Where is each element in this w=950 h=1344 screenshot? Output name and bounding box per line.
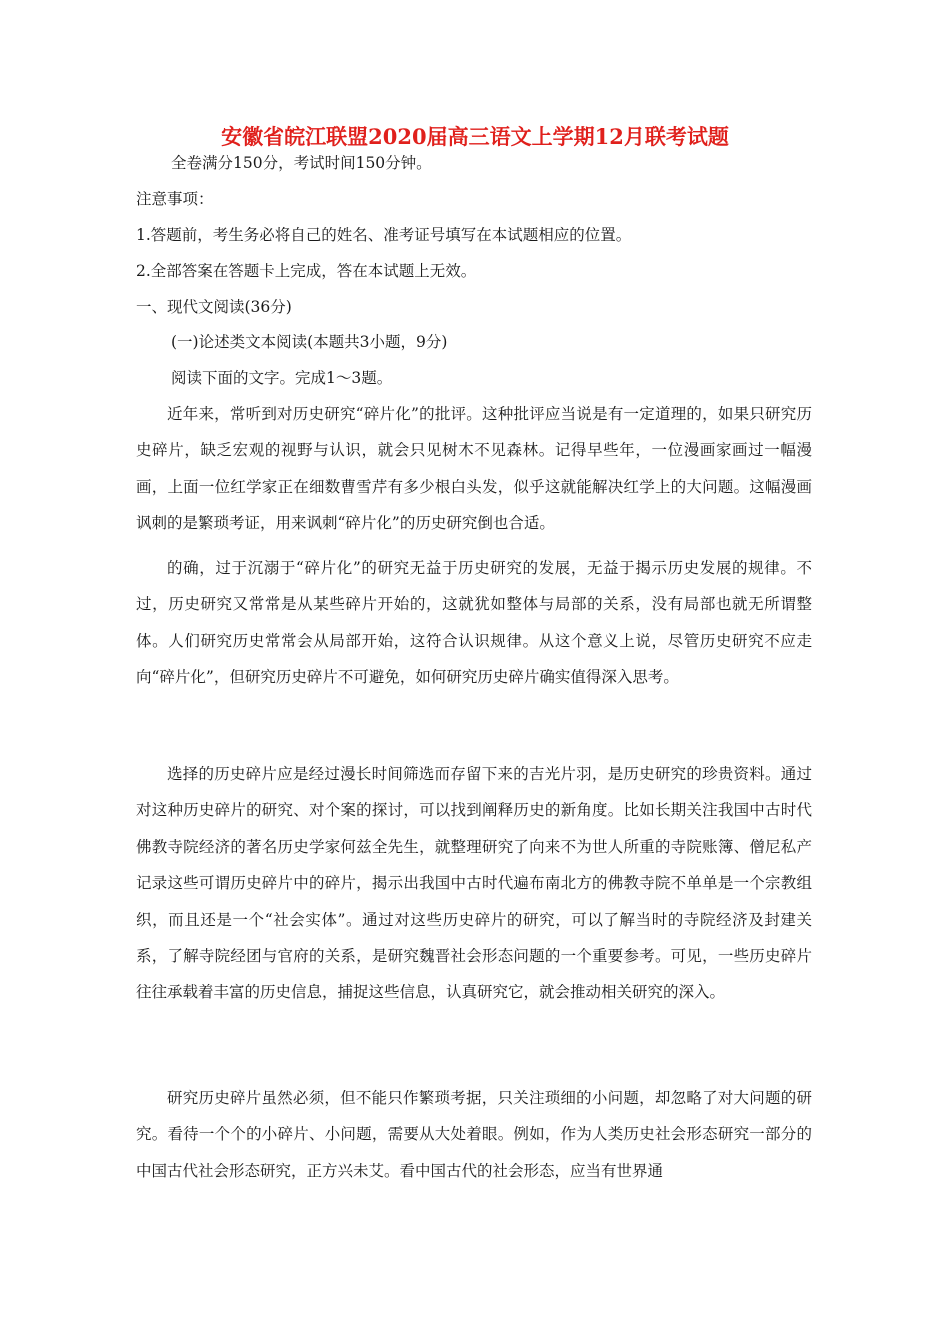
paragraph: 研究历史碎片虽然必须，但不能只作繁琐考据，只关注琐细的小问题，却忽略了对大问题的研究。看待一个个的小碎片、小问题，需要从大处着眼。例如，作为人类历史社会形态研究一部分的中国古代社会形态研究，正方兴未艾。看中国古代的社会形态，应当有世界通 xyxy=(136,1089,812,1180)
paragraph: 的确，过于沉溺于“碎片化”的研究无益于历史研究的发展，无益于揭示历史发展的规律。不过，历史研究又常常是从某些碎片开始的，这就犹如整体与局部的关系，没有局部也就无所谓整体。人们研究历史常常会从局部开始，这符合认识规律。从这个意义上说，尽管历史研究不应走向“碎片化”，但研究历史碎片不可避免，如何研究历史碎片确实值得深入思考。 xyxy=(136,559,812,687)
document-title: 安徽省皖江联盟2020届高三语文上学期12月联考试题 xyxy=(221,124,729,149)
paragraph: 近年来，常听到对历史研究“碎片化”的批评。这种批评应当说是有一定道理的，如果只研究历史碎片，缺乏宏观的视野与认识，就会只见树木不见森林。记得早些年，一位漫画家画过一幅漫画，上面一位红学家正在细数曹雪芹有多少根白头发，似乎这就能解决红学上的大问题。这幅漫画讽刺的是繁琐考证，用来讽刺“碎片化”的历史研究倒也合适。 xyxy=(136,405,812,533)
notice-item: 2.全部答案在答题卡上完成，答在本试题上无效。 xyxy=(136,262,477,280)
section-heading: 一、现代文阅读(36分) xyxy=(136,298,292,316)
notice-heading: 注意事项： xyxy=(136,190,214,208)
exam-info: 全卷满分150分，考试时间150分钟。 xyxy=(171,154,432,172)
reading-instruction: 阅读下面的文字。完成1～3题。 xyxy=(171,369,393,387)
paragraph: 选择的历史碎片应是经过漫长时间筛选而存留下来的吉光片羽，是历史研究的珍贵资料。通过对这种历史碎片的研究、对个案的探讨，可以找到阐释历史的新角度。比如长期关注我国中古时代佛教寺院经济的著名历史学家何兹全先生，就整理研究了向来不为世人所重的寺院账簿、僧尼私产记录这些可谓历史碎片中的碎片，揭示出我国中古时代遍布南北方的佛教寺院不单单是一个宗教组织，而且还是一个“社会实体”。通过对这些历史碎片的研究，可以了解当时的寺院经济及封建关系，了解寺院经团与官府的关系，是研究魏晋社会形态问题的一个重要参考。可见，一些历史碎片往往承载着丰富的历史信息，捕捉这些信息，认真研究它，就会推动相关研究的深入。 xyxy=(136,765,812,1002)
notice-item: 1.答题前，考生务必将自己的姓名、准考证号填写在本试题相应的位置。 xyxy=(136,226,632,244)
subsection-heading: (一)论述类文本阅读(本题共3小题，9分) xyxy=(171,333,448,351)
